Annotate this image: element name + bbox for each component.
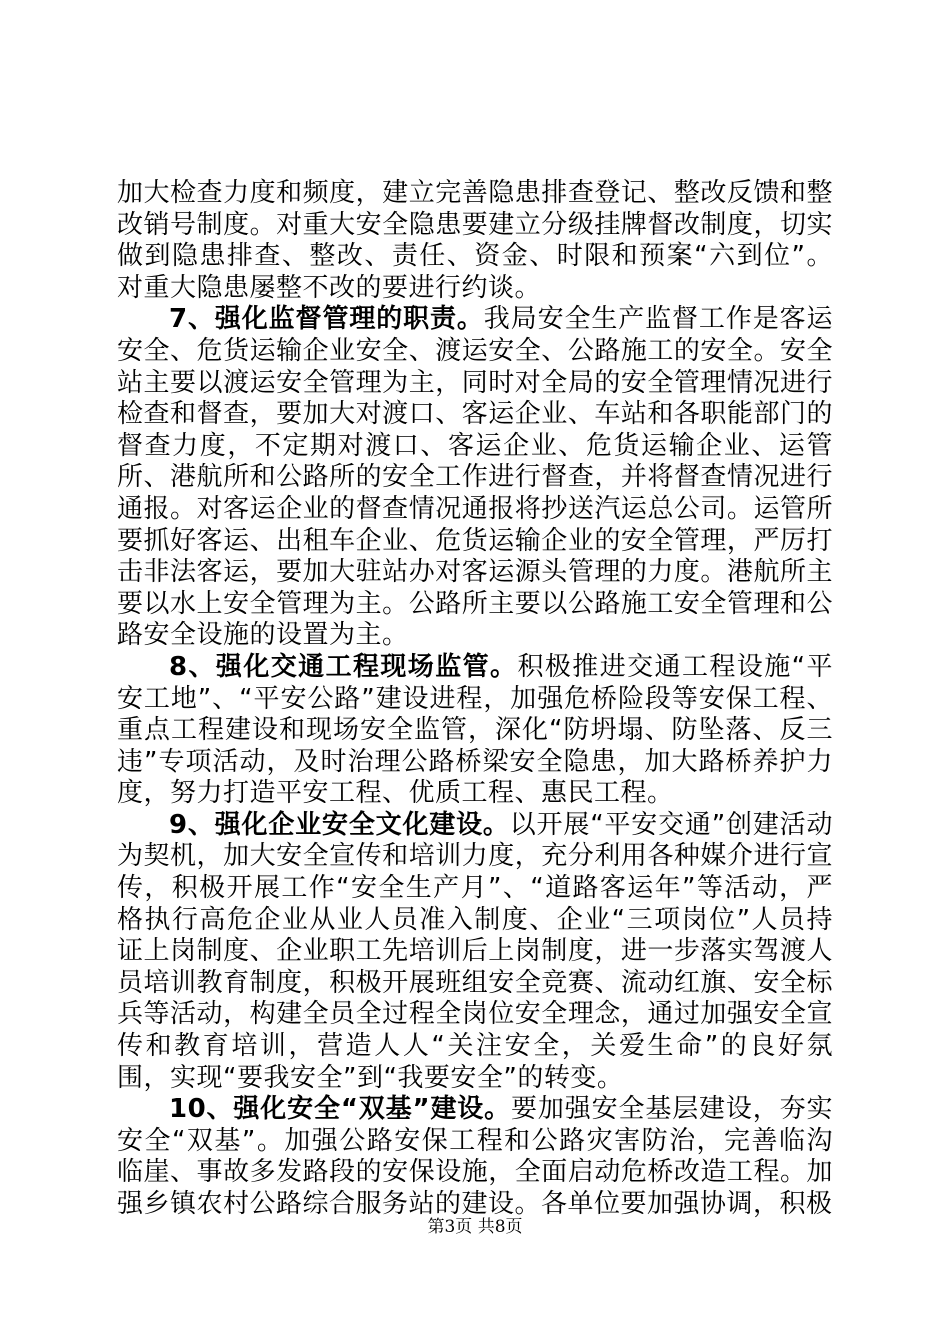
paragraph-text: 以开展“平安交通”创建活动为契机，加大安全宣传和培训力度，充分利用各种媒介进行宣传，积极开展工作“安全生产月”、“道路客运年”等活动，严格执行高危企业从业人员准入制度、企业“三项岗位”人员持证上岗制度、企业职工先培训后上岗制度，进一步落实驾渡人员培训教育制度，积极开展班组安全竞赛、流动红旗、安全标兵等活动，构建全员全过程全岗位安全理念，通过加强安全宣传和教育培训，营造人人“关注安全，关爱生命”的良好氛围，实现“要我安全”到“我要安全”的转变。 xyxy=(117,809,833,1093)
paragraph-item-9 xyxy=(117,810,833,1094)
paragraph-item-7 xyxy=(117,304,833,652)
paragraph-item-10 xyxy=(117,1094,833,1220)
paragraph-heading: 9、强化企业安全文化建设。 xyxy=(169,809,510,840)
paragraph-continuation xyxy=(117,178,833,304)
paragraph-text: 加大检查力度和频度，建立完善隐患排查登记、整改反馈和整改销号制度。对重大安全隐患要建立分级挂牌督改制度，切实做到隐患排查、整改、责任、资金、时限和预案“六到位”。对重大隐患屡整不改的要进行约谈。 xyxy=(117,178,833,303)
paragraph-item-8 xyxy=(117,652,833,810)
paragraph-heading: 7、强化监督管理的职责。 xyxy=(169,304,484,335)
paragraph-heading: 10、强化安全“双基”建设。 xyxy=(169,1094,512,1125)
paragraph-text: 积极推进交通工程设施“平安工地”、“平安公路”建设进程，加强危桥险段等安保工程、重点工程建设和现场安全监管，深化“防坍塌、防坠落、反三违”专项活动，及时治理公路桥梁安全隐患，加大路桥养护力度，努力打造平安工程、优质工程、惠民工程。 xyxy=(117,651,833,809)
page-number-label: 第3页 共8页 xyxy=(427,1217,523,1237)
document-body xyxy=(117,178,833,1221)
paragraph-heading: 8、强化交通工程现场监管。 xyxy=(169,651,518,682)
page-footer xyxy=(0,1216,950,1238)
paragraph-text: 要加强安全基层建设，夯实安全“双基”。加强公路安保工程和公路灾害防治，完善临沟临崖、事故多发路段的安保设施，全面启动危桥改造工程。加强乡镇农村公路综合服务站的建设。各单位要加强协调，积极 xyxy=(117,1094,833,1219)
paragraph-text: 我局安全生产监督工作是客运安全、危货运输企业安全、渡运安全、公路施工的安全。安全站主要以渡运安全管理为主，同时对全局的安全管理情况进行检查和督查，要加大对渡口、客运企业、车站和各职能部门的督查力度，不定期对渡口、客运企业、危货运输企业、运管所、港航所和公路所的安全工作进行督查，并将督查情况进行通报。对客运企业的督查情况通报将抄送汽运总公司。运管所要抓好客运、出租车企业、危货运输企业的安全管理，严厉打击非法客运，要加大驻站办对客运源头管理的力度。港航所主要以水上安全管理为主。公路所主要以公路施工安全管理和公路安全设施的设置为主。 xyxy=(117,304,833,651)
